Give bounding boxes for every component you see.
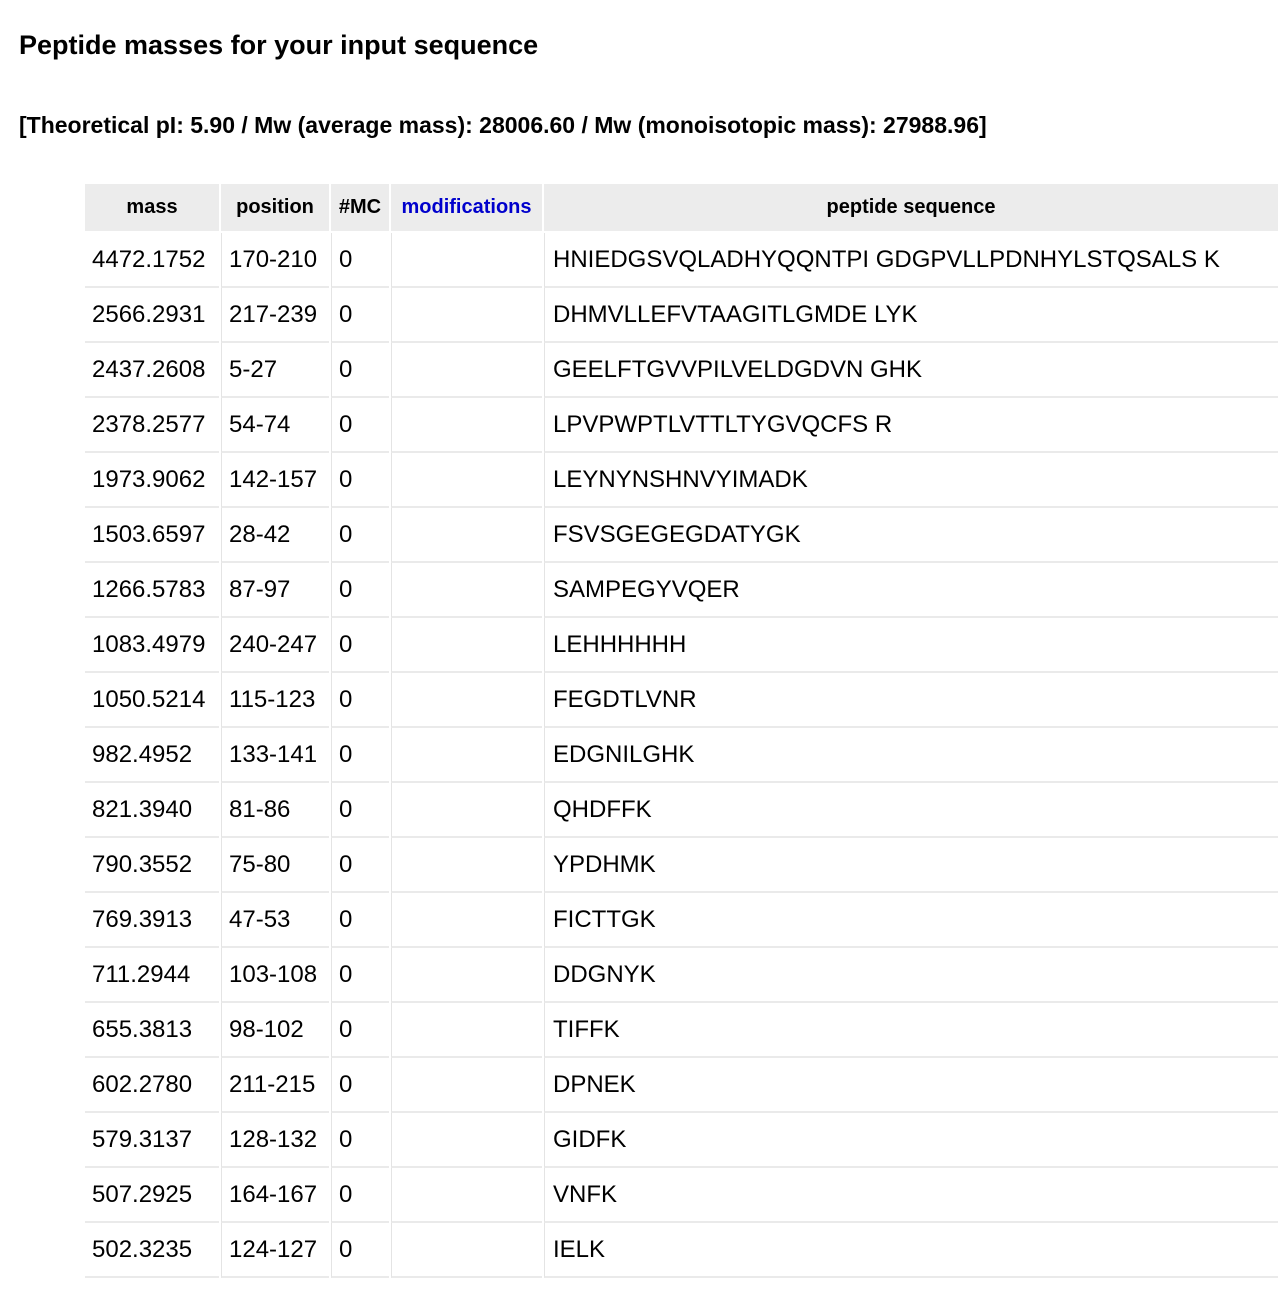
- cell-peptide-sequence: TIFFK: [544, 1003, 1278, 1058]
- cell-modifications: [391, 288, 542, 343]
- table-row: [85, 1168, 1278, 1223]
- cell-mass: 1503.6597: [85, 508, 219, 563]
- cell-mass: 507.2925: [85, 1168, 219, 1223]
- table-row: [85, 838, 1278, 893]
- header-peptide-sequence: peptide sequence: [544, 184, 1278, 233]
- cell-peptide-sequence: EDGNILGHK: [544, 728, 1278, 783]
- cell-modifications: [391, 508, 542, 563]
- cell-position: 124-127: [221, 1223, 329, 1278]
- cell-mass: 602.2780: [85, 1058, 219, 1113]
- cell-mass: 982.4952: [85, 728, 219, 783]
- cell-mass: 579.3137: [85, 1113, 219, 1168]
- table-row: [85, 1003, 1278, 1058]
- cell-modifications: [391, 1113, 542, 1168]
- cell-modifications: [391, 673, 542, 728]
- cell-mass: 711.2944: [85, 948, 219, 1003]
- page-title: Peptide masses for your input sequence: [19, 30, 539, 60]
- cell-position: 164-167: [221, 1168, 329, 1223]
- cell-position: 47-53: [221, 893, 329, 948]
- table-row: [85, 1223, 1278, 1278]
- cell-position: 170-210: [221, 233, 329, 288]
- cell-modifications: [391, 893, 542, 948]
- cell-peptide-sequence: DHMVLLEFVTAAGITLGMDE LYK: [544, 288, 1278, 343]
- cell-peptide-sequence: DDGNYK: [544, 948, 1278, 1003]
- cell-modifications: [391, 1223, 542, 1278]
- cell-mass: 1266.5783: [85, 563, 219, 618]
- cell-missed-cleavages: 0: [331, 1113, 389, 1168]
- cell-missed-cleavages: 0: [331, 1223, 389, 1278]
- cell-modifications: [391, 453, 542, 508]
- cell-peptide-sequence: YPDHMK: [544, 838, 1278, 893]
- table-row: [85, 948, 1278, 1003]
- cell-modifications: [391, 838, 542, 893]
- table-row: [85, 398, 1278, 453]
- cell-position: 28-42: [221, 508, 329, 563]
- cell-mass: 790.3552: [85, 838, 219, 893]
- cell-modifications: [391, 1003, 542, 1058]
- table-row: [85, 233, 1278, 288]
- cell-position: 211-215: [221, 1058, 329, 1113]
- cell-missed-cleavages: 0: [331, 1058, 389, 1113]
- cell-modifications: [391, 398, 542, 453]
- peptide-mass-table: [83, 184, 1280, 1278]
- table-row: [85, 618, 1278, 673]
- cell-peptide-sequence: IELK: [544, 1223, 1278, 1278]
- cell-position: 115-123: [221, 673, 329, 728]
- cell-position: 103-108: [221, 948, 329, 1003]
- table-row: [85, 728, 1278, 783]
- cell-missed-cleavages: 0: [331, 1168, 389, 1223]
- table-body: [85, 233, 1278, 1278]
- cell-peptide-sequence: FICTTGK: [544, 893, 1278, 948]
- cell-missed-cleavages: 0: [331, 673, 389, 728]
- cell-position: 128-132: [221, 1113, 329, 1168]
- cell-peptide-sequence: VNFK: [544, 1168, 1278, 1223]
- header-mass: mass: [85, 184, 219, 233]
- cell-peptide-sequence: LEHHHHHH: [544, 618, 1278, 673]
- table-row: [85, 893, 1278, 948]
- cell-missed-cleavages: 0: [331, 343, 389, 398]
- table-row: [85, 563, 1278, 618]
- cell-missed-cleavages: 0: [331, 893, 389, 948]
- cell-position: 133-141: [221, 728, 329, 783]
- cell-missed-cleavages: 0: [331, 233, 389, 288]
- cell-mass: 4472.1752: [85, 233, 219, 288]
- cell-peptide-sequence: DPNEK: [544, 1058, 1278, 1113]
- cell-peptide-sequence: SAMPEGYVQER: [544, 563, 1278, 618]
- header-modifications-link[interactable]: modifications: [391, 184, 542, 233]
- table-row: [85, 1113, 1278, 1168]
- cell-missed-cleavages: 0: [331, 1003, 389, 1058]
- cell-position: 217-239: [221, 288, 329, 343]
- cell-modifications: [391, 233, 542, 288]
- cell-missed-cleavages: 0: [331, 398, 389, 453]
- cell-mass: 2378.2577: [85, 398, 219, 453]
- cell-position: 142-157: [221, 453, 329, 508]
- table-row: [85, 343, 1278, 398]
- cell-modifications: [391, 728, 542, 783]
- table-row: [85, 288, 1278, 343]
- cell-peptide-sequence: FSVSGEGEGDATYGK: [544, 508, 1278, 563]
- cell-mass: 2566.2931: [85, 288, 219, 343]
- cell-modifications: [391, 948, 542, 1003]
- table-row: [85, 783, 1278, 838]
- cell-position: 5-27: [221, 343, 329, 398]
- cell-missed-cleavages: 0: [331, 838, 389, 893]
- cell-position: 240-247: [221, 618, 329, 673]
- table-row: [85, 673, 1278, 728]
- cell-mass: 769.3913: [85, 893, 219, 948]
- cell-position: 54-74: [221, 398, 329, 453]
- cell-missed-cleavages: 0: [331, 453, 389, 508]
- table-row: [85, 1058, 1278, 1113]
- cell-missed-cleavages: 0: [331, 783, 389, 838]
- cell-peptide-sequence: LEYNYNSHNVYIMADK: [544, 453, 1278, 508]
- cell-missed-cleavages: 0: [331, 288, 389, 343]
- cell-peptide-sequence: FEGDTLVNR: [544, 673, 1278, 728]
- cell-missed-cleavages: 0: [331, 948, 389, 1003]
- cell-mass: 821.3940: [85, 783, 219, 838]
- cell-position: 87-97: [221, 563, 329, 618]
- cell-modifications: [391, 783, 542, 838]
- cell-missed-cleavages: 0: [331, 508, 389, 563]
- table-header-row: [85, 184, 1278, 233]
- cell-peptide-sequence: LPVPWPTLVTTLTYGVQCFS R: [544, 398, 1278, 453]
- cell-mass: 1973.9062: [85, 453, 219, 508]
- cell-modifications: [391, 1058, 542, 1113]
- cell-mass: 1083.4979: [85, 618, 219, 673]
- cell-missed-cleavages: 0: [331, 728, 389, 783]
- cell-peptide-sequence: GEELFTGVVPILVELDGDVN GHK: [544, 343, 1278, 398]
- cell-position: 75-80: [221, 838, 329, 893]
- cell-position: 98-102: [221, 1003, 329, 1058]
- cell-mass: 655.3813: [85, 1003, 219, 1058]
- cell-mass: 502.3235: [85, 1223, 219, 1278]
- cell-mass: 1050.5214: [85, 673, 219, 728]
- mass-summary: [Theoretical pI: 5.90 / Mw (average mass): 28006.60 / Mw (monoisotopic mass): 27988.96]: [19, 112, 987, 138]
- cell-missed-cleavages: 0: [331, 618, 389, 673]
- cell-position: 81-86: [221, 783, 329, 838]
- cell-modifications: [391, 618, 542, 673]
- cell-modifications: [391, 1168, 542, 1223]
- cell-missed-cleavages: 0: [331, 563, 389, 618]
- cell-peptide-sequence: QHDFFK: [544, 783, 1278, 838]
- header-missed-cleavages: #MC: [331, 184, 389, 233]
- cell-peptide-sequence: GIDFK: [544, 1113, 1278, 1168]
- cell-modifications: [391, 563, 542, 618]
- cell-peptide-sequence: HNIEDGSVQLADHYQQNTPI GDGPVLLPDNHYLSTQSALS K: [544, 233, 1278, 288]
- cell-mass: 2437.2608: [85, 343, 219, 398]
- table-row: [85, 453, 1278, 508]
- cell-modifications: [391, 343, 542, 398]
- table-row: [85, 508, 1278, 563]
- header-position: position: [221, 184, 329, 233]
